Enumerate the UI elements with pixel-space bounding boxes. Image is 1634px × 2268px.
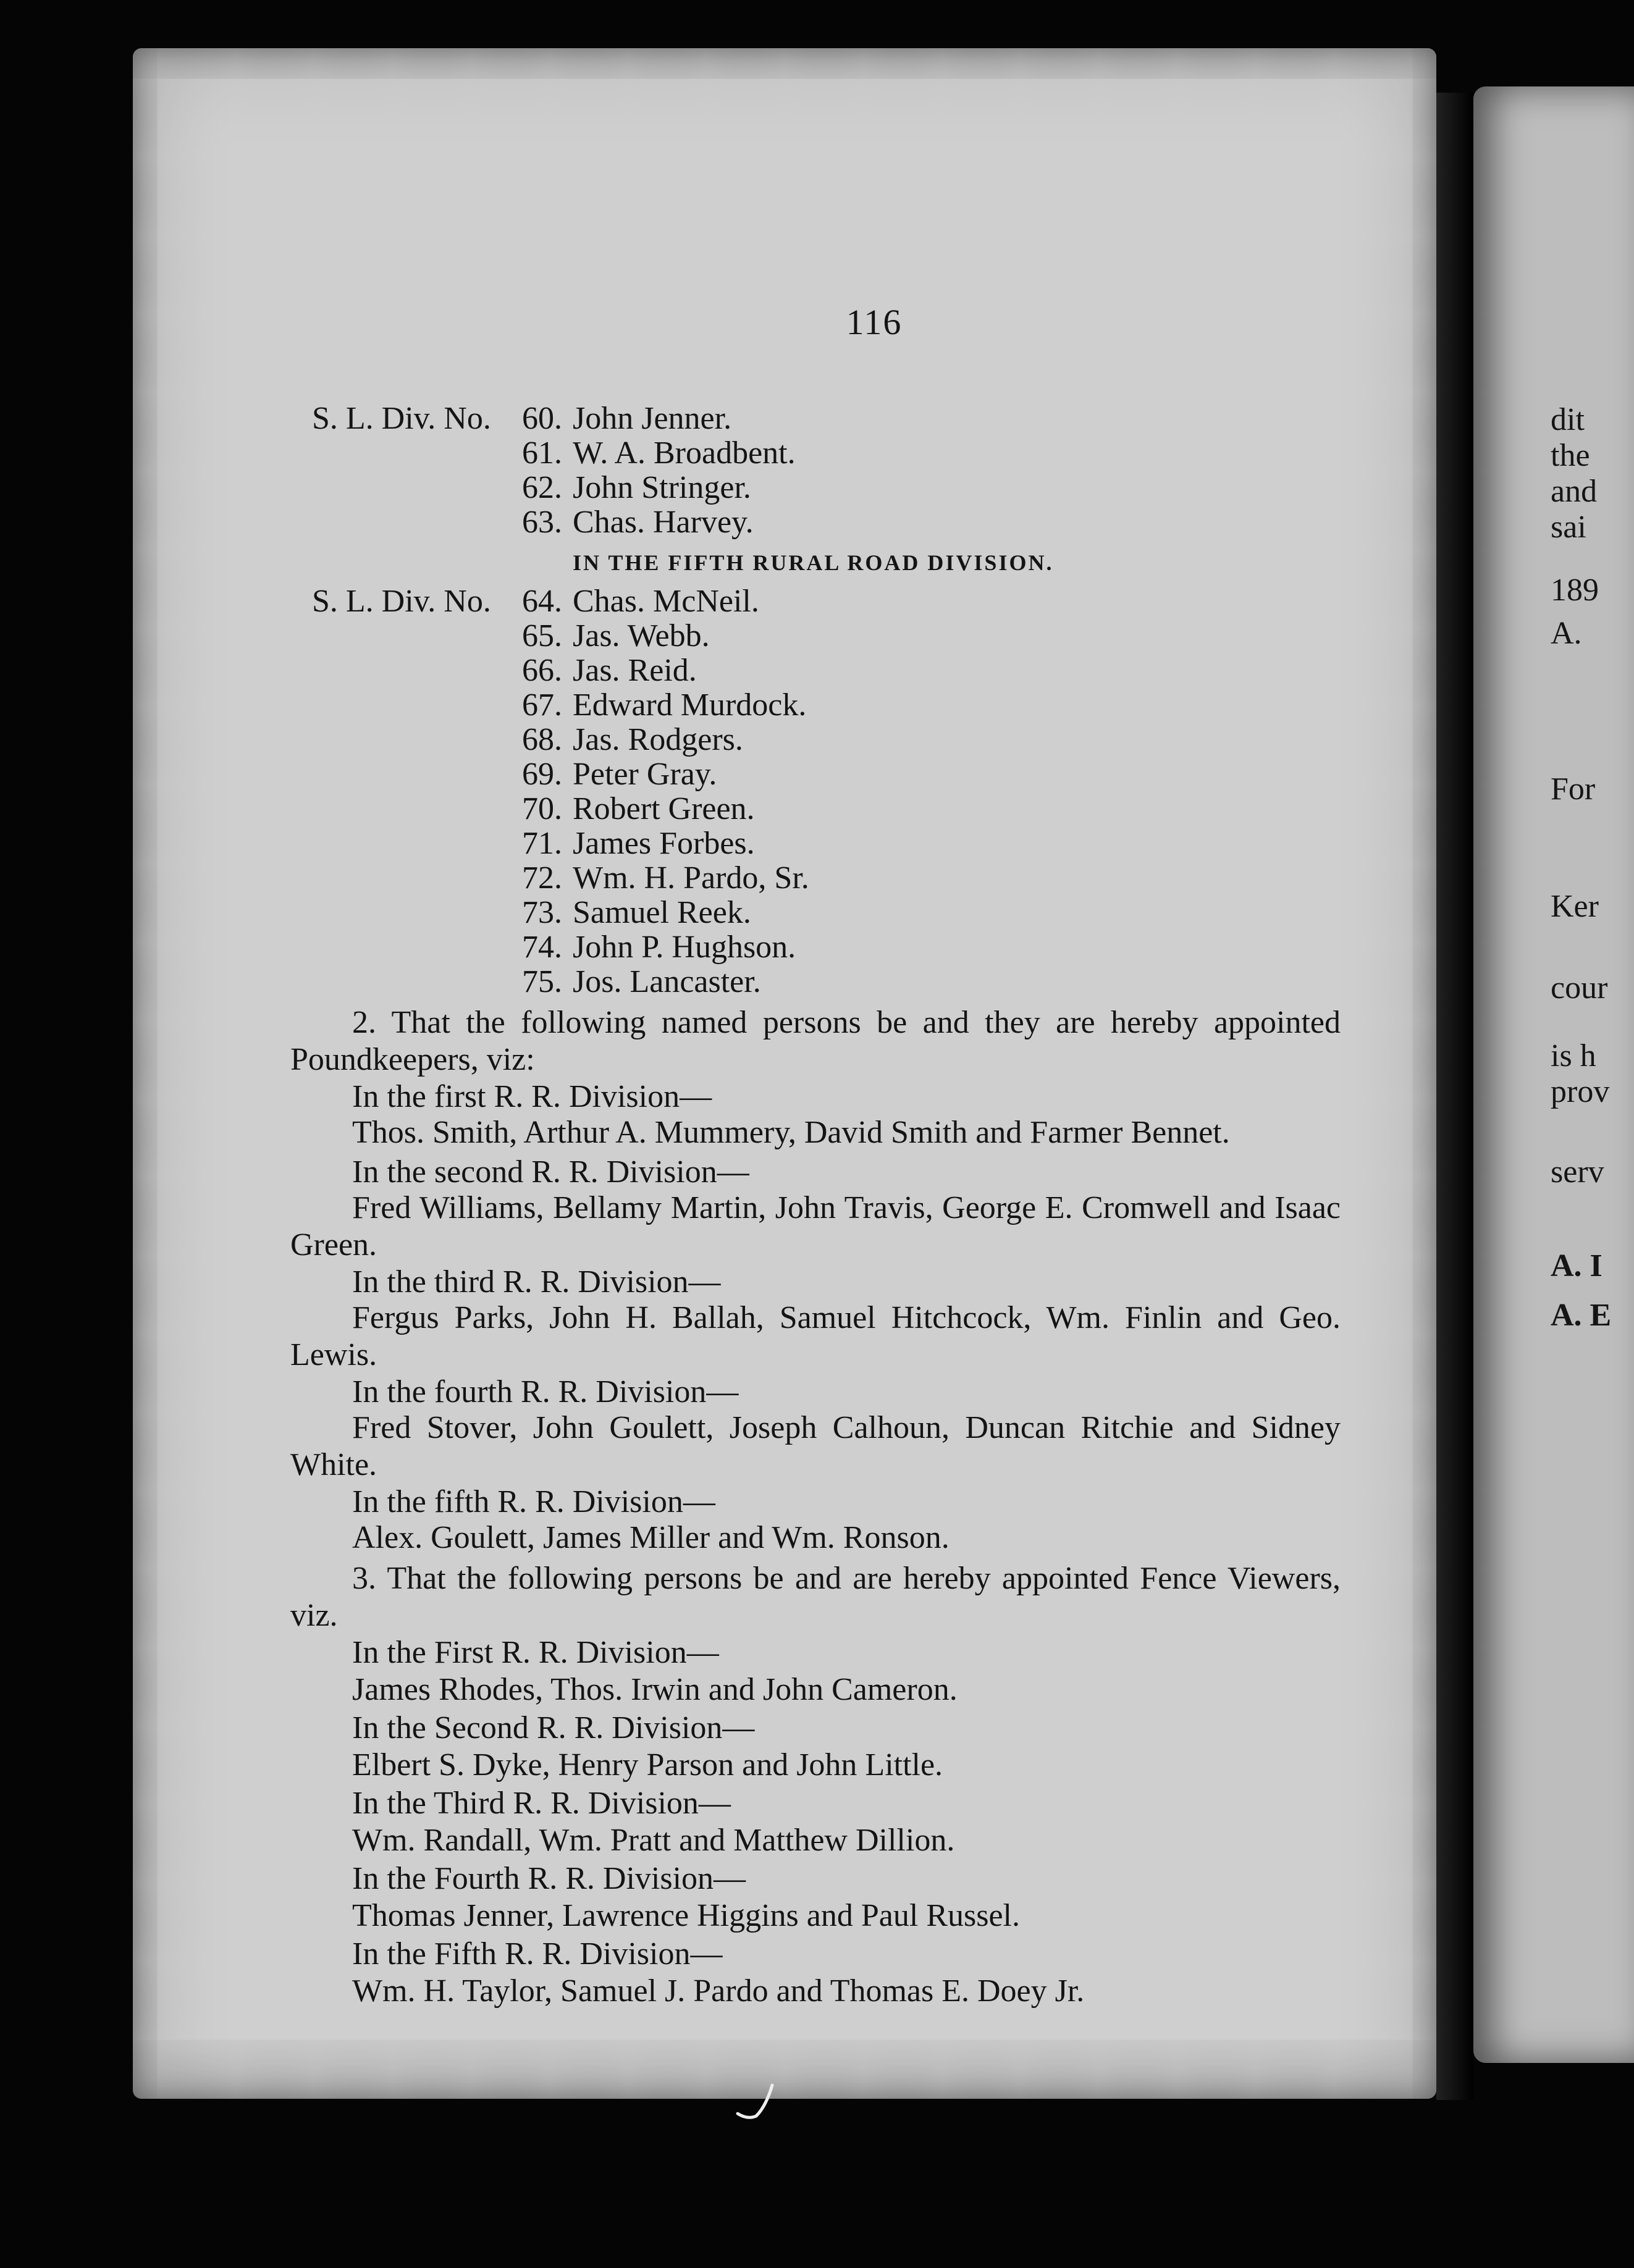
division-label: In the Fifth R. R. Division— [352, 1936, 723, 1972]
entry-name: Chas. McNeil. [573, 584, 759, 619]
division-names: Thomas Jenner, Lawrence Higgins and Paul Russel. [352, 1898, 1021, 1933]
entry-name: Jas. Webb. [573, 618, 710, 653]
entry-name: Chas. Harvey. [573, 505, 754, 540]
division-label: In the second R. R. Division— [352, 1154, 749, 1190]
division-names: James Rhodes, Thos. Irwin and John Cameron. [352, 1672, 958, 1707]
division-label: In the third R. R. Division— [352, 1264, 721, 1300]
entry-number: 63. [522, 505, 562, 540]
entry-name: Jas. Rodgers. [573, 722, 743, 757]
entry-number: 67. [522, 687, 562, 723]
entry-name: Samuel Reek. [573, 895, 751, 930]
fence-viewers-intro: 3. That the following persons be and are hereby appointed Fence Viewers, viz. [290, 1561, 1341, 1633]
entry-name: Edward Murdock. [573, 687, 807, 723]
entry-name: John Jenner. [573, 401, 732, 436]
entry-number: 74. [522, 930, 562, 965]
pencil-check-mark [735, 2081, 785, 2131]
entry-number: 70. [522, 791, 562, 826]
facing-text: sai [1551, 510, 1586, 545]
facing-text: serv [1551, 1154, 1604, 1190]
entry-number: 71. [522, 826, 562, 861]
facing-text: dit [1551, 402, 1585, 437]
poundkeepers-intro: 2. That the following named persons be and they are hereby appointed Poundkeepers, viz: [290, 1005, 1341, 1077]
entry-number: 68. [522, 722, 562, 757]
entry-number: 66. [522, 653, 562, 688]
division-names: Elbert S. Dyke, Henry Parson and John Little. [352, 1747, 943, 1783]
division-label: In the first R. R. Division— [352, 1079, 712, 1114]
page-number: 116 [846, 302, 903, 342]
book-gutter [1436, 93, 1473, 2100]
facing-text: For [1551, 771, 1596, 807]
entry-number: 72. [522, 860, 562, 896]
division-label: In the fifth R. R. Division— [352, 1484, 715, 1519]
entry-name: Jos. Lancaster. [573, 964, 761, 999]
entry-number: 75. [522, 964, 562, 999]
entry-name: Jas. Reid. [573, 653, 697, 688]
division-names: Fred Stover, John Goulett, Joseph Calhoun, Duncan Ritchie and Sidney White. [290, 1410, 1341, 1482]
entry-number: 60. [522, 401, 562, 436]
division-names: Wm. H. Taylor, Samuel J. Pardo and Thomas E. Doey Jr. [352, 1973, 1085, 2009]
document-page [133, 48, 1436, 2099]
division-label: In the Second R. R. Division— [352, 1710, 755, 1745]
facing-page [1473, 86, 1634, 2063]
entry-number: 62. [522, 470, 562, 505]
facing-text: is h [1551, 1038, 1596, 1073]
division-label: In the Third R. R. Division— [352, 1786, 731, 1821]
facing-text: prov [1551, 1074, 1610, 1109]
entry-name: Robert Green. [573, 791, 755, 826]
entry-number: 73. [522, 895, 562, 930]
division-names: Fergus Parks, John H. Ballah, Samuel Hitchcock, Wm. Finlin and Geo. Lewis. [290, 1300, 1341, 1372]
division-prefix: S. L. Div. No. [312, 401, 491, 436]
entry-number: 64. [522, 584, 562, 619]
facing-text: A. [1551, 616, 1582, 651]
entry-name: W. A. Broadbent. [573, 435, 796, 471]
division-names: Fred Williams, Bellamy Martin, John Travis, George E. Cromwell and Isaac Green. [290, 1190, 1341, 1262]
facing-text: 189 [1551, 573, 1599, 608]
entry-name: John P. Hughson. [573, 930, 796, 965]
division-names: Thos. Smith, Arthur A. Mummery, David Smith and Farmer Bennet. [352, 1115, 1230, 1150]
entry-number: 65. [522, 618, 562, 653]
facing-text: the [1551, 438, 1590, 473]
division-label: In the fourth R. R. Division— [352, 1374, 739, 1409]
division-prefix: S. L. Div. No. [312, 584, 491, 619]
division-label: In the Fourth R. R. Division— [352, 1861, 746, 1896]
entry-number: 69. [522, 757, 562, 792]
division-label: In the First R. R. Division— [352, 1635, 719, 1670]
entry-name: John Stringer. [573, 470, 751, 505]
entry-name: Wm. H. Pardo, Sr. [573, 860, 809, 896]
entry-number: 61. [522, 435, 562, 471]
entry-name: James Forbes. [573, 826, 755, 861]
facing-text: and [1551, 474, 1598, 509]
facing-text: A. E [1551, 1298, 1612, 1333]
section-heading: IN THE FIFTH RURAL ROAD DIVISION. [573, 550, 1054, 575]
facing-text: cour [1551, 970, 1608, 1006]
facing-text: Ker [1551, 889, 1599, 924]
entry-name: Peter Gray. [573, 757, 717, 792]
division-names: Wm. Randall, Wm. Pratt and Matthew Dillion. [352, 1823, 955, 1858]
facing-text: A. I [1551, 1248, 1602, 1283]
division-names: Alex. Goulett, James Miller and Wm. Ronson. [352, 1520, 950, 1555]
